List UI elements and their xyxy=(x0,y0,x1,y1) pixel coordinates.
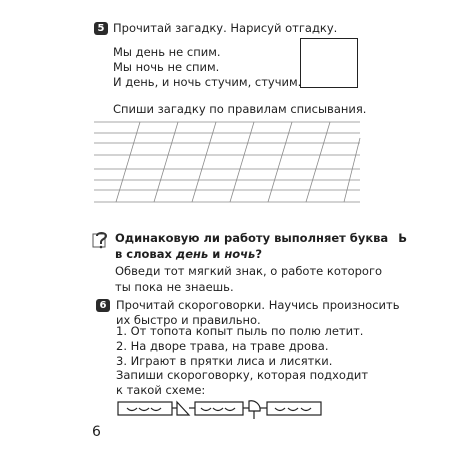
task-title: Прочитай скороговорки. Научись произносить xyxy=(116,298,400,312)
tongue-twister-item: 3. Играют в прятки лиса и лисятки. xyxy=(116,354,333,368)
riddle-line: Мы день не спим. xyxy=(113,45,221,59)
word-den[interactable]: день xyxy=(175,247,209,261)
question-text: Одинаковую ли работу выполняет буква xyxy=(115,231,389,245)
question-text: ? xyxy=(255,247,262,261)
task-number-badge: 5 xyxy=(94,22,108,35)
riddle-line: И день, и ночь стучим, стучим. xyxy=(113,75,302,89)
question-line xyxy=(115,249,262,261)
question-mark-icon xyxy=(92,230,110,250)
scheme-instruction: Запиши скороговорку, которая подходит xyxy=(116,368,369,382)
page-number: 6 xyxy=(92,424,101,440)
question-text: в словах xyxy=(115,247,172,261)
word-scheme-diagram xyxy=(115,397,355,421)
instruction-line: ты пока не знаешь. xyxy=(115,280,234,294)
scheme-instruction: к такой схеме: xyxy=(116,383,206,397)
tongue-twister-item: 2. На дворе трава, на траве дрова. xyxy=(116,339,329,353)
letter-soft-sign: Ь xyxy=(398,231,407,245)
instruction-line: Обведи тот мягкий знак, о работе которого xyxy=(115,264,383,278)
question-line xyxy=(115,233,407,245)
task-number-badge: 6 xyxy=(96,299,110,312)
word-noch[interactable]: ночь xyxy=(224,247,256,261)
riddle-line: Мы ночь не спим. xyxy=(113,60,220,74)
task-title: их быстро и правильно. xyxy=(116,313,261,327)
question-text: и xyxy=(212,247,221,261)
tongue-twister-item: 1. От топота копыт пыль по полю летит. xyxy=(116,324,364,338)
copy-instruction: Спиши загадку по правилам списывания. xyxy=(113,102,367,116)
task-title: Прочитай загадку. Нарисуй отгадку. xyxy=(113,21,338,35)
